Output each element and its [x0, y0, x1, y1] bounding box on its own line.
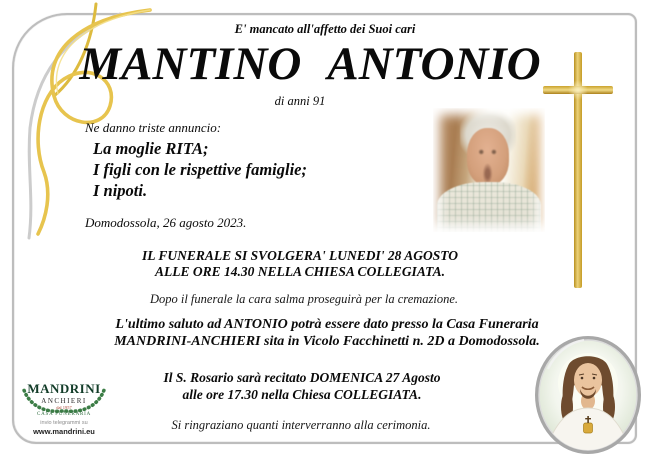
logo-telegram-line: invio telegrammi su	[40, 420, 88, 426]
cremation-note: Dopo il funerale la cara salma proseguirà per la cremazione.	[149, 292, 459, 306]
mourners-list	[93, 138, 307, 201]
rosary-line-2: alle ore 17.30 nella Chiesa COLLEGIATA.	[182, 386, 422, 402]
opening-phrase: E' mancato all'affetto dei Suoi cari	[234, 22, 416, 36]
sacred-heart-jesus-image	[534, 335, 642, 455]
salute-line-2: MANDRINI-ANCHIERI sita in Vicolo Facchinetti n. 2D a Domodossola.	[114, 333, 540, 349]
announcement-intro: Ne danno triste annuncio:	[85, 120, 222, 135]
logo-subname: ANCHIERI	[41, 396, 87, 405]
thanks-line: Si ringraziano quanti interverranno alla cerimonia.	[171, 418, 431, 432]
funeral-line-1: IL FUNERALE SI SVOLGERA' LUNEDI' 28 AGOSTO	[141, 248, 459, 263]
salute-line-1: L'ultimo saluto ad ANTONIO potrà essere dato presso la Casa Funeraria	[115, 317, 539, 332]
funeral-announcement	[0, 248, 600, 279]
deceased-name: MANTINO ANTONIO	[79, 38, 541, 90]
age-line: di anni 91	[274, 94, 326, 108]
logo-tagline: CASA FUNERARIA	[36, 412, 92, 417]
deceased-photo	[433, 108, 545, 232]
mourner-line-wife: La moglie RITA;	[93, 139, 209, 158]
logo-since: dal 1957	[56, 405, 72, 410]
logo-name: MANDRINI	[27, 381, 101, 396]
funeral-line-2: ALLE ORE 14.30 NELLA CHIESA COLLEGIATA.	[155, 263, 445, 279]
mourner-line-children: I figli con le rispettive famiglie;	[93, 160, 308, 179]
funeral-home-logo	[16, 379, 112, 436]
mourner-line-grandchildren: I nipoti.	[93, 181, 148, 200]
place-and-date: Domodossola, 26 agosto 2023.	[85, 215, 247, 230]
photo-faded-edge	[433, 108, 545, 232]
logo-website: www.mandrini.eu	[33, 427, 95, 436]
rosary-line-1: Il S. Rosario sarà recitato DOMENICA 27 Agosto	[163, 370, 441, 385]
